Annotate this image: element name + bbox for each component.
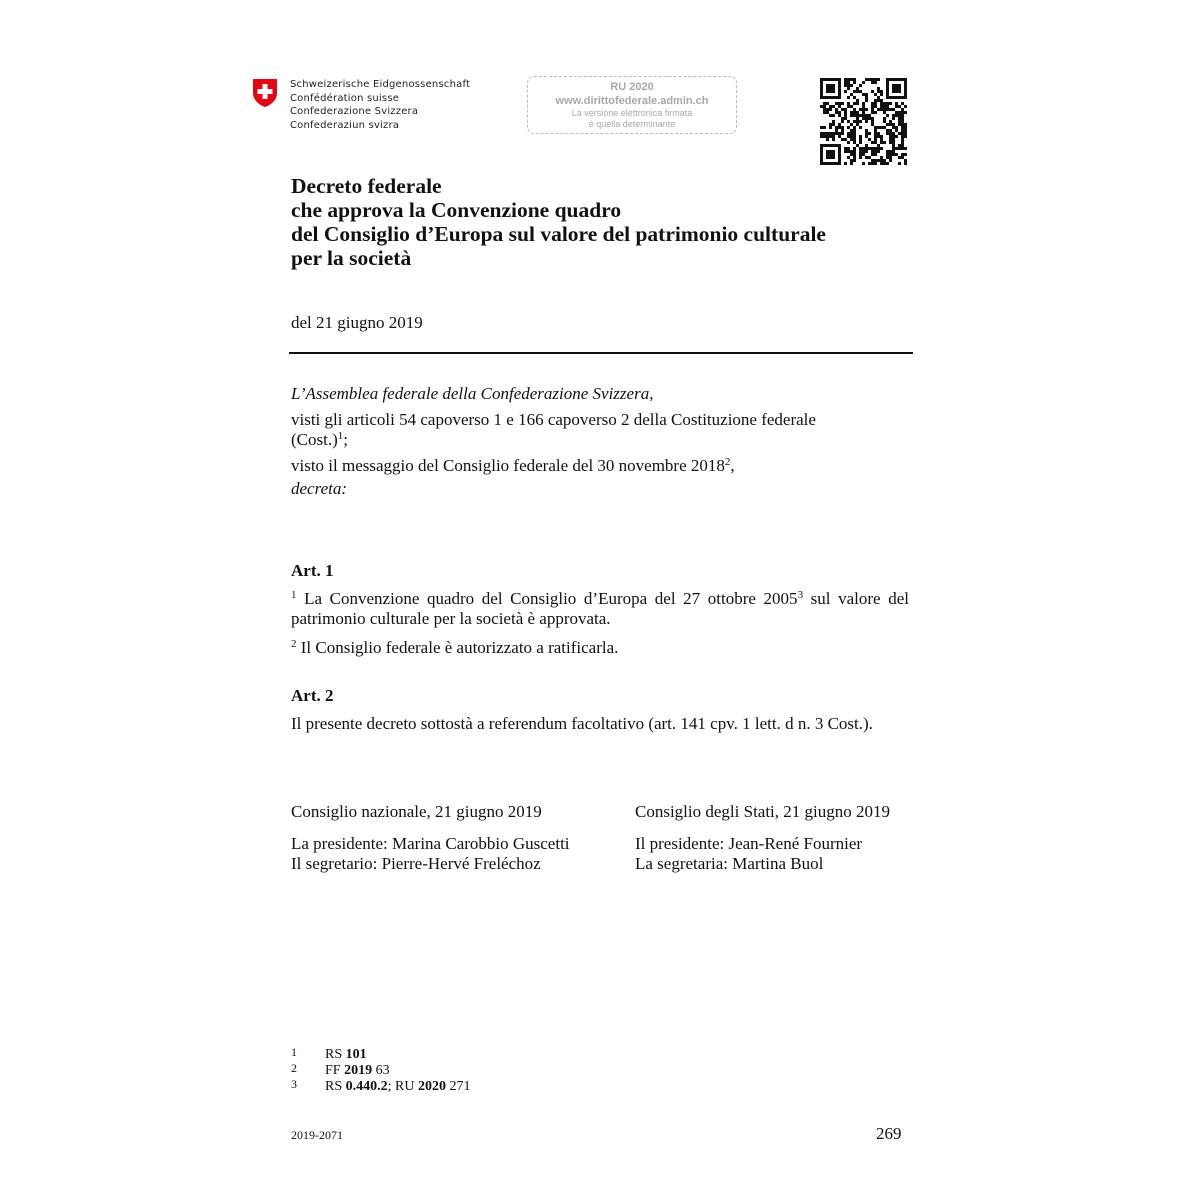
footnote-ref-1[interactable]: 1 bbox=[337, 430, 344, 442]
signature-right-secretary: La segretaria: Martina Buol bbox=[635, 854, 824, 873]
footnote-1-text: RS 101 bbox=[325, 1047, 367, 1062]
visti-cost: (Cost.) bbox=[291, 430, 338, 449]
signature-left-chamber: Consiglio nazionale, 21 giugno 2019 bbox=[291, 802, 542, 821]
visto-end: , bbox=[730, 456, 735, 475]
stamp-code: RU 2020 bbox=[610, 81, 654, 93]
footnote-1-number: 1 bbox=[291, 1045, 297, 1059]
art1-p1-number: 1 bbox=[291, 589, 297, 601]
footnote-2-text: FF 2019 63 bbox=[325, 1063, 390, 1078]
footnote-3-text: RS 0.440.2; RU 2020 271 bbox=[325, 1079, 471, 1094]
preamble-assembly: L’Assemblea federale della Confederazione Svizzera, bbox=[291, 384, 654, 403]
confederation-name bbox=[290, 78, 470, 132]
art1-body bbox=[291, 589, 909, 658]
preamble-visti-line2 bbox=[291, 430, 911, 450]
decree-date: del 21 giugno 2019 bbox=[291, 313, 423, 332]
signature-left-president: La presidente: Marina Carobbio Guscetti bbox=[291, 834, 570, 853]
preamble-visto bbox=[291, 456, 911, 476]
signature-right-chamber: Consiglio degli Stati, 21 giugno 2019 bbox=[635, 802, 891, 821]
stamp-url: www.dirittofederale.admin.ch bbox=[555, 95, 709, 107]
art1-p2-number: 2 bbox=[291, 638, 297, 650]
signature-right-president: Il presidente: Jean-René Fournier bbox=[635, 834, 863, 853]
document-title bbox=[291, 174, 826, 270]
art1-p1-text-a: La Convenzione quadro del Consiglio d’Europa del 27 ottobre 2005 bbox=[296, 589, 798, 608]
art2-heading: Art. 2 bbox=[291, 686, 334, 705]
footnote-ref-2[interactable]: 2 bbox=[724, 456, 731, 468]
title-line-1: Decreto federale bbox=[291, 174, 442, 198]
title-line-2: che approva la Convenzione quadro bbox=[291, 198, 622, 222]
confederation-line-fr: Confédération suisse bbox=[290, 92, 400, 104]
footnote-2-number: 2 bbox=[291, 1061, 297, 1075]
footnote-3-number: 3 bbox=[291, 1077, 297, 1091]
preamble-visti-line1: visti gli articoli 54 capoverso 1 e 166 capoverso 2 della Costituzione federale bbox=[291, 410, 816, 429]
visti-end: ; bbox=[343, 430, 348, 449]
art1-p2-text: Il Consiglio federale è autorizzato a ratificarla. bbox=[296, 638, 619, 657]
document-id: 2019-2071 bbox=[291, 1128, 343, 1142]
stamp-note-line2: è quella determinante bbox=[588, 118, 676, 129]
title-line-3: del Consiglio d’Europa sul valore del patrimonio culturale bbox=[291, 222, 826, 246]
confederation-line-it: Confederazione Svizzera bbox=[290, 106, 419, 117]
visto-text: visto il messaggio del Consiglio federale del 30 novembre 2018 bbox=[291, 456, 725, 475]
preamble-decreta: decreta: bbox=[291, 479, 348, 498]
publication-stamp bbox=[527, 76, 737, 134]
qr-code-icon bbox=[820, 78, 907, 165]
stamp-note-line1: La versione elettronica firmata bbox=[571, 108, 693, 118]
confederation-line-rm: Confederaziun svizra bbox=[290, 119, 400, 131]
art2-body: Il presente decreto sottostà a referendum facoltativo (art. 141 cpv. 1 lett. d n. 3 Cost.). bbox=[291, 714, 873, 733]
confederation-line-de: Schweizerische Eidgenossenschaft bbox=[290, 79, 471, 90]
art1-heading: Art. 1 bbox=[291, 561, 334, 580]
page-number: 269 bbox=[876, 1124, 902, 1143]
preamble bbox=[291, 384, 911, 499]
art1-paragraph-1 bbox=[291, 589, 909, 629]
swiss-shield-icon bbox=[252, 78, 278, 108]
signature-left-secretary: Il segretario: Pierre-Hervé Freléchoz bbox=[291, 854, 541, 873]
title-line-4: per la società bbox=[291, 246, 412, 270]
art1-paragraph-2 bbox=[291, 638, 909, 658]
title-divider bbox=[289, 352, 913, 354]
footnote-ref-3[interactable]: 3 bbox=[797, 589, 804, 601]
art1-p1-text-b: sul valore del patrimonio culturale per la società è approvata. bbox=[291, 589, 909, 628]
